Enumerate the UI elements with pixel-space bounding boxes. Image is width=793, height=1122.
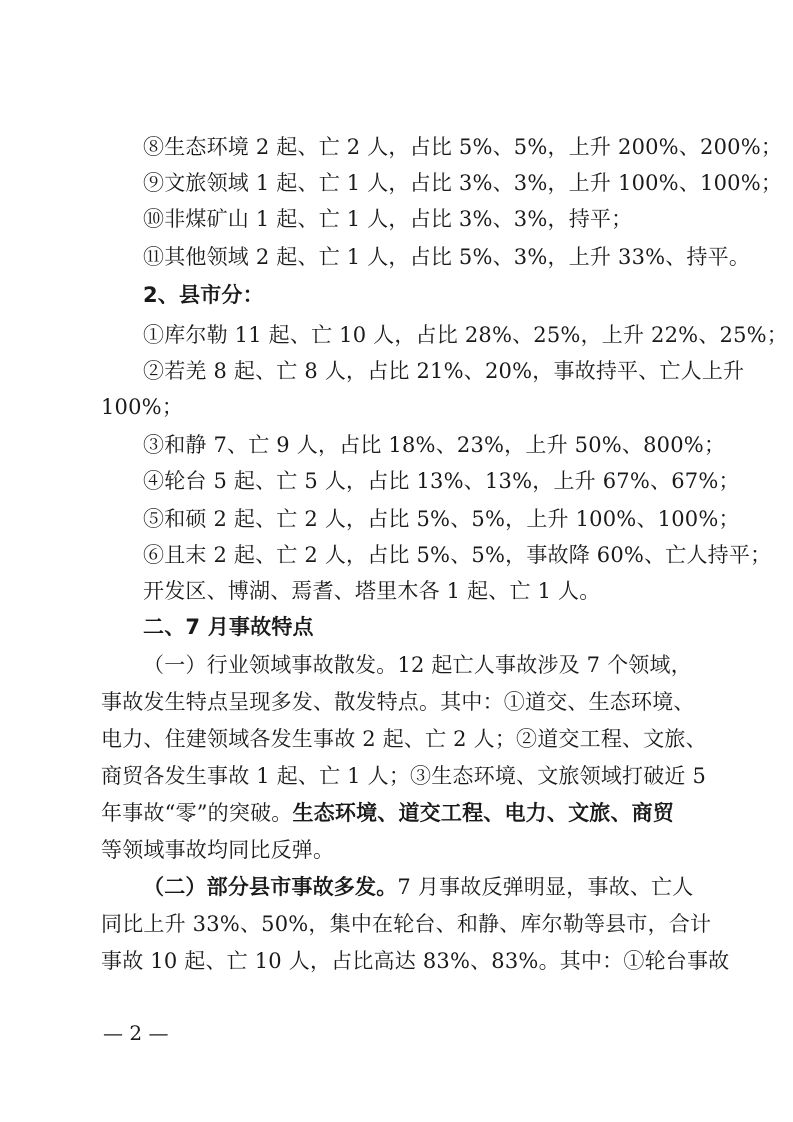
- stat-line-other-fields: ⑪其他领域 2 起、亡 1 人，占比 5%、3%，上升 33%、持平。: [143, 245, 751, 269]
- paragraph-1-line-5: [101, 795, 674, 831]
- paragraph-1-line-3: 电力、住建领域各发生事故 2 起、亡 2 人；②道交工程、文旅、: [101, 727, 707, 751]
- stat-line-ruoqiang: ②若羌 8 起、亡 8 人，占比 21%、20%，事故持平、亡人上升: [143, 359, 745, 383]
- paragraph-1-emphasis: 生态环境、道交工程、电力、文旅、商贸: [292, 801, 675, 825]
- paragraph-1-line-2: 事故发生特点呈现多发、散发特点。其中：①道交、生态环境、: [101, 690, 695, 714]
- stat-line-qiemo: ⑥且末 2 起、亡 2 人，占比 5%、5%，事故降 60%、亡人持平；: [143, 543, 772, 567]
- paragraph-2-heading: （二）部分县市事故多发。: [143, 875, 398, 899]
- paragraph-1-line-5-text: 年事故“零”的突破。: [101, 801, 293, 825]
- paragraph-2-line-2: 同比上升 33%、50%，集中在轮台、和静、库尔勒等县市，合计: [101, 912, 712, 936]
- page-number: — 2 —: [103, 1021, 169, 1045]
- section-heading-july-features: 二、7 月事故特点: [143, 615, 314, 639]
- stat-line-korla: ①库尔勒 11 起、亡 10 人，占比 28%、25%，上升 22%、25%；: [143, 323, 788, 347]
- stat-line-luntai: ④轮台 5 起、亡 5 人，占比 13%、13%，上升 67%、67%；: [143, 469, 740, 493]
- paragraph-2-line-1: [143, 869, 693, 905]
- section-heading-county: 2、县市分：: [143, 283, 264, 307]
- paragraph-1-line-4: 商贸各发生事故 1 起、亡 1 人；③生态环境、文旅领域打破近 5: [101, 764, 707, 788]
- paragraph-1-line-6: 等领域事故均同比反弹。: [101, 838, 335, 862]
- stat-line-ruoqiang-cont: 100%；: [101, 395, 184, 419]
- stat-line-others: 开发区、博湖、焉耆、塔里木各 1 起、亡 1 人。: [143, 579, 601, 603]
- paragraph-2-line-1-text: 7 月事故反弹明显，事故、亡人: [397, 875, 694, 899]
- stat-line-hejing: ③和静 7、亡 9 人，占比 18%、23%，上升 50%、800%；: [143, 433, 726, 457]
- stat-line-culture-tourism: ⑨文旅领域 1 起、亡 1 人，占比 3%、3%，上升 100%、100%；: [143, 171, 783, 195]
- stat-line-heshuo: ⑤和硕 2 起、亡 2 人，占比 5%、5%，上升 100%、100%；: [143, 507, 740, 531]
- paragraph-2-line-3: 事故 10 起、亡 10 人，占比高达 83%、83%。其中：①轮台事故: [101, 949, 730, 973]
- stat-line-ecology: ⑧生态环境 2 起、亡 2 人，占比 5%、5%，上升 200%、200%；: [143, 135, 783, 159]
- paragraph-1-line-1: （一）行业领域事故散发。12 起亡人事故涉及 7 个领域，: [143, 653, 692, 677]
- stat-line-non-coal-mining: ⑩非煤矿山 1 起、亡 1 人，占比 3%、3%，持平；: [143, 207, 633, 231]
